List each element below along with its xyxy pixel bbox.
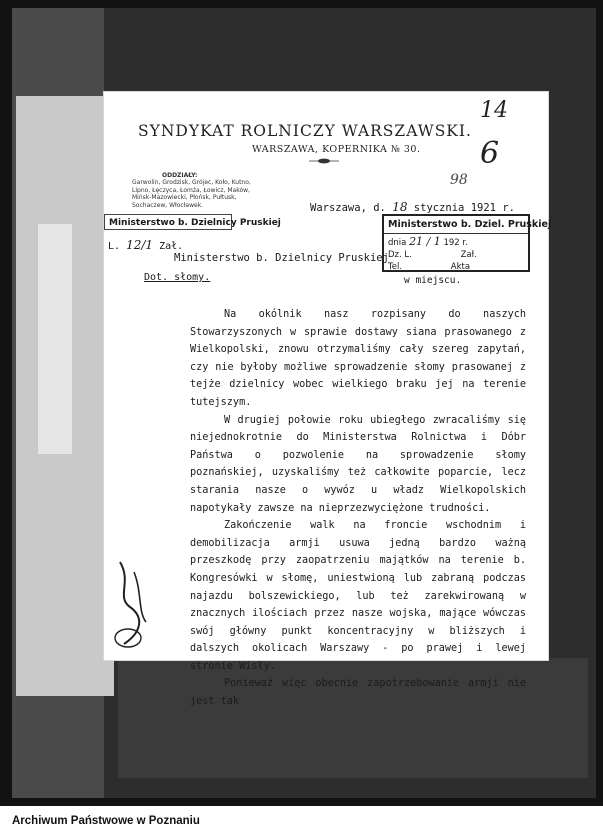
body-paragraph: Zakończenie walk na froncie wschodnim i demobilizacja armji usuwa jedną bardzo ważną przeszkodę przy zaopatrzeniu majątków na terenie b. Kongresówki w słomę, uniestwioną lub zabraną podczas najazdu bolszewickiego, lub też zarekwirowaną w znacznych ilościach przez nasze wojska, mające wówczas swój główny punkt koncentracyjny w bliższych i dalszych okolicach Warszawy - po prawej i lewej stronie Wisły.	[190, 520, 526, 672]
branches-list	[132, 172, 252, 209]
ministry-stamp-left: Ministerstwo b. Dzielnicy Pruskiej	[104, 214, 232, 230]
reference-value: 12/1	[126, 238, 154, 252]
letterhead-title: SYNDYKAT ROLNICZY WARSZAWSKI.	[138, 122, 472, 140]
stamp-dnia-value: 21 / 1	[409, 235, 441, 248]
date-suffix: r.	[502, 202, 515, 214]
city-date	[310, 200, 515, 214]
date-day: 18	[392, 200, 408, 214]
handwritten-mark: 6	[480, 136, 500, 171]
stamp-dnia-label: dnia	[388, 238, 407, 248]
archive-footer	[0, 806, 603, 840]
branches-header: ODDZIAŁY:	[162, 172, 198, 179]
ministry-stamp-right	[382, 214, 552, 272]
underlying-sheet-strip	[38, 224, 72, 454]
stamp-tel-row	[384, 261, 528, 273]
city-label: Warszawa, d.	[310, 202, 386, 214]
letter-page	[104, 92, 552, 708]
stamp-date-row	[384, 234, 528, 249]
handwritten-number: 98	[450, 172, 468, 188]
stamp-akta-label: Akta	[450, 262, 471, 272]
body-paragraph: W drugiej połowie roku ubiegłego zwracaliśmy się niejednokrotnie do Ministerstwa Rolnictwa i Dóbr Państwa o pozwolenie na sprowadzenie słomy poznańskiej, uzyskaliśmy też całkowite poparcie, lecz starania nasze o wywóz u władz Wielkopolskich napotykały zawsze na nieprzezwyciężone trudności.	[190, 414, 526, 514]
date-year: 1921	[470, 202, 496, 214]
stamp-zal-label: Zał.	[460, 250, 477, 260]
archive-name: Archiwum Państwowe w Poznaniu	[12, 815, 200, 827]
stamp-dz-label: Dz. L.	[388, 250, 412, 260]
stamp-dz-row	[384, 249, 528, 261]
reference-zal: Zał.	[159, 241, 184, 252]
ornament-icon	[309, 158, 339, 164]
letter-body	[190, 306, 526, 711]
stamp-note: w miejscu.	[404, 275, 462, 286]
date-month: stycznia	[413, 202, 465, 214]
stamp-year: 192 r.	[443, 238, 468, 248]
stamp-tel-label: Tel.	[388, 262, 403, 272]
page-number: 14	[480, 98, 508, 123]
stamp-title: Ministerstwo b. Dziel. Pruskiej	[384, 216, 528, 234]
reference-label: L.	[108, 241, 121, 252]
body-paragraph: Ponieważ więc obecnie zapotrzebowanie armji nie jest tak	[190, 678, 526, 708]
signature-icon	[112, 552, 162, 652]
reference-line	[108, 238, 183, 252]
letterhead-address: WARSZAWA, KOPERNIKA № 30.	[252, 144, 421, 155]
subject-line: Dot. słomy.	[144, 272, 211, 283]
body-paragraph: Na okólnik nasz rozpisany do naszych Stowarzyszonych w sprawie dostawy siana prasowanego z Wielkopolski, znowu otrzymaliśmy cały szereg zapytań, czy nie byłoby możliwe sprowadzenie słomy prasowanej z tejże dzielnicy wobec wielkiego braku jej na terenie tutejszym.	[190, 309, 526, 408]
branches-text: Garwolin, Grodzisk, Grójec, Koło, Kutno, Lipno, Łęczyca, Łomża, Łowicz, Maków, Mińsk-Mazowiecki, Płońsk, Pułtusk, Sochaczew, Włocławek.	[132, 179, 251, 209]
addressee: Ministerstwo b. Dzielnicy Pruskiej	[174, 252, 389, 264]
